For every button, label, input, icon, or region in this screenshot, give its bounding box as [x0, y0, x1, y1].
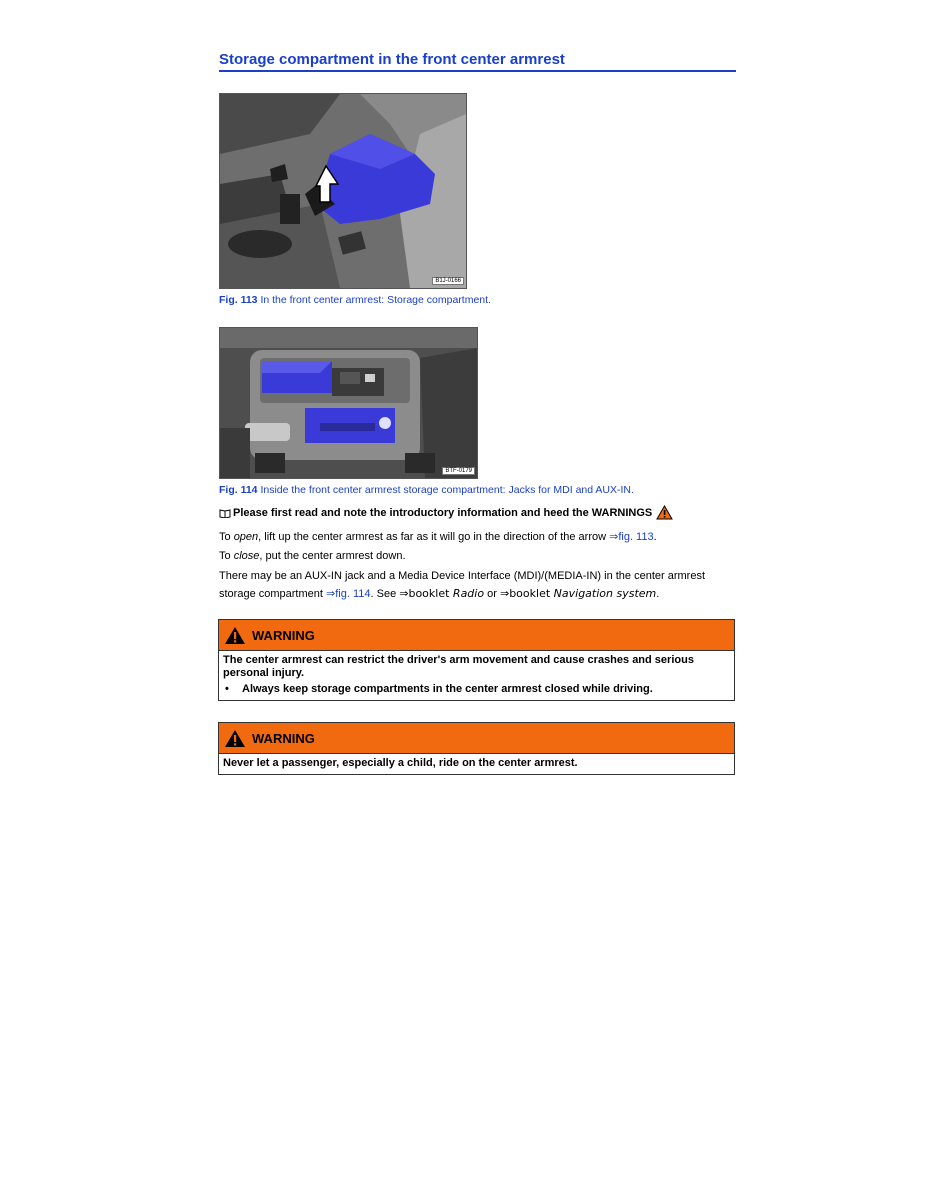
section-title: Storage compartment in the front center armrest: [219, 51, 736, 72]
text: To: [219, 550, 234, 562]
text: . See: [370, 588, 400, 600]
text: To: [219, 531, 234, 543]
bullet-icon: •: [225, 683, 229, 695]
figure-114-image: [219, 327, 478, 479]
text: , lift up the center armrest as far as it will go in the direction of the arrow: [258, 531, 610, 543]
figure-113-image: [219, 93, 467, 289]
warning-heading: WARNING: [252, 730, 315, 746]
compartment-illustration: [220, 328, 477, 478]
figure-label: Fig. 114: [219, 484, 258, 496]
armrest-illustration: [220, 94, 466, 288]
text: or: [484, 588, 500, 600]
warning-icon: [224, 729, 246, 748]
warning-triangle-icon: [656, 505, 673, 520]
bullet-text: Always keep storage compartments in the center armrest closed while driving.: [242, 683, 653, 695]
arrow-icon: ⇒: [326, 588, 336, 600]
booklet-radio: Radio: [452, 587, 485, 600]
fig-113-link[interactable]: fig. 113: [618, 531, 654, 543]
figure-label: Fig. 113: [219, 294, 258, 306]
text: storage compartment: [219, 588, 326, 600]
booklet-navigation: Navigation system: [553, 587, 657, 600]
caption-text: In the front center armrest: Storage compartment.: [257, 294, 491, 306]
paragraph-close: [219, 548, 406, 565]
book-icon: [219, 508, 231, 518]
intro-text: Please first read and note the introductory information and heed the WARNINGS: [233, 506, 653, 519]
warning-heading: WARNING: [252, 627, 315, 643]
warning-body: [219, 651, 734, 700]
paragraph-open: [219, 529, 657, 546]
warning-body: [219, 754, 734, 774]
text: , put the center armrest down.: [259, 550, 406, 562]
warning-bullet: [223, 683, 730, 696]
paragraph-aux-in: [219, 568, 739, 603]
warning-header: [219, 723, 734, 754]
arrow-icon: ⇒: [609, 531, 619, 543]
warning-header: [219, 620, 734, 651]
figure-114-caption: [219, 484, 634, 496]
warning-text: The center armrest can restrict the driver's arm movement and cause crashes and serious personal injury.: [223, 654, 694, 679]
warning-box-1: [218, 619, 735, 701]
intro-line: [219, 505, 673, 520]
text: .: [653, 531, 657, 543]
warning-icon: [224, 626, 246, 645]
emphasis: close: [233, 550, 260, 562]
booklet-ref: ⇒booklet: [399, 587, 453, 600]
warning-box-2: [218, 722, 735, 775]
warning-text: Never let a passenger, especially a child, ride on the center armrest.: [223, 757, 578, 769]
emphasis: open: [233, 531, 259, 543]
caption-text: Inside the front center armrest storage compartment: Jacks for MDI and AUX-IN.: [257, 484, 634, 496]
figure-code: B1J-0166: [432, 277, 464, 285]
figure-113-caption: [219, 294, 491, 306]
fig-114-link[interactable]: fig. 114: [335, 588, 371, 600]
text: .: [656, 588, 660, 600]
figure-code: BTF-0179: [442, 467, 475, 475]
booklet-ref: ⇒booklet: [499, 587, 554, 600]
text: There may be an AUX-IN jack and a Media Device Interface (MDI)/(MEDIA-IN) in the center armrest: [219, 570, 705, 582]
